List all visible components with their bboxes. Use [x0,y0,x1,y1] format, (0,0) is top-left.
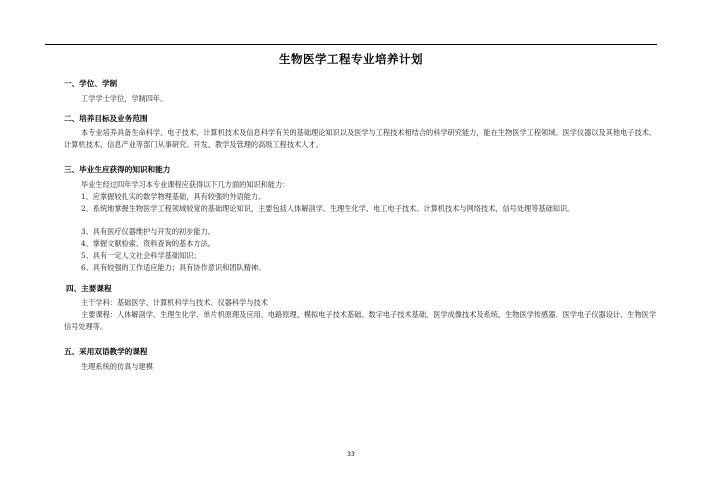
section-heading-knowledge: 三、毕业生应获得的知识和能力 [64,165,171,174]
section-text-main-courses: 主要课程：人体解剖学、生理生化学、单片机原理及应用、电路原理、模拟电子技术基础、数字电子技术基础、医学成像技术及系统、生物医学传感器、医学电子仪器设计、生物医学信号处理等。 [64,310,657,331]
document-title: 生物医学工程专业培养计划 [279,52,423,66]
section-text-objectives: 本专业培养具备生命科学、电子技术、计算机技术及信息科学有关的基础理论知识以及医学与工程技术相结合的科学研究能力，能在生物医学工程领域、医学仪器以及其他电子技术、计算机技术、信息产业等部门从事研究、开发、教学及管理的高级工程技术人才。 [64,128,657,149]
knowledge-item: 5、具有一定人文社会科学基础知识； [81,251,201,260]
section-heading-degree: 一、学位、学制 [64,79,118,88]
section-heading-objectives: 二、培养目标及业务范围 [64,114,148,123]
section-heading-bilingual: 五、采用双语教学的课程 [64,347,148,356]
section-text-knowledge-intro: 毕业生经过四年学习本专业课程应获得以下几方面的知识和能力： [81,180,290,189]
section-heading-courses: 四、主要课程 [66,284,112,293]
knowledge-item: 2、系统地掌握生物医学工程领域较宽的基础理论知识，主要包括人体解剖学、生理生化学、电工电子技术、计算机技术与网络技术，信号处理等基础知识。 [81,204,575,213]
knowledge-item: 4、掌握文献检索、资料查询的基本方法。 [81,239,215,248]
section-text-degree: 工学学士学位，学制四年。 [81,94,168,103]
knowledge-item: 1、应掌握较扎实的数学物理基础，具有较强的外语能力。 [81,192,266,201]
section-text-core-disciplines: 主干学科：基础医学、计算机科学与技术、仪器科学与技术 [81,298,268,307]
section-text-bilingual: 生理系统的仿真与建模 [81,362,153,371]
knowledge-item: 3、具有医疗仪器维护与开发的初步能力。 [81,227,215,236]
header-rule [45,44,657,45]
page-number: 33 [347,451,355,458]
knowledge-item: 6、具有较强的工作适应能力；具有协作意识和团队精神。 [81,263,266,272]
